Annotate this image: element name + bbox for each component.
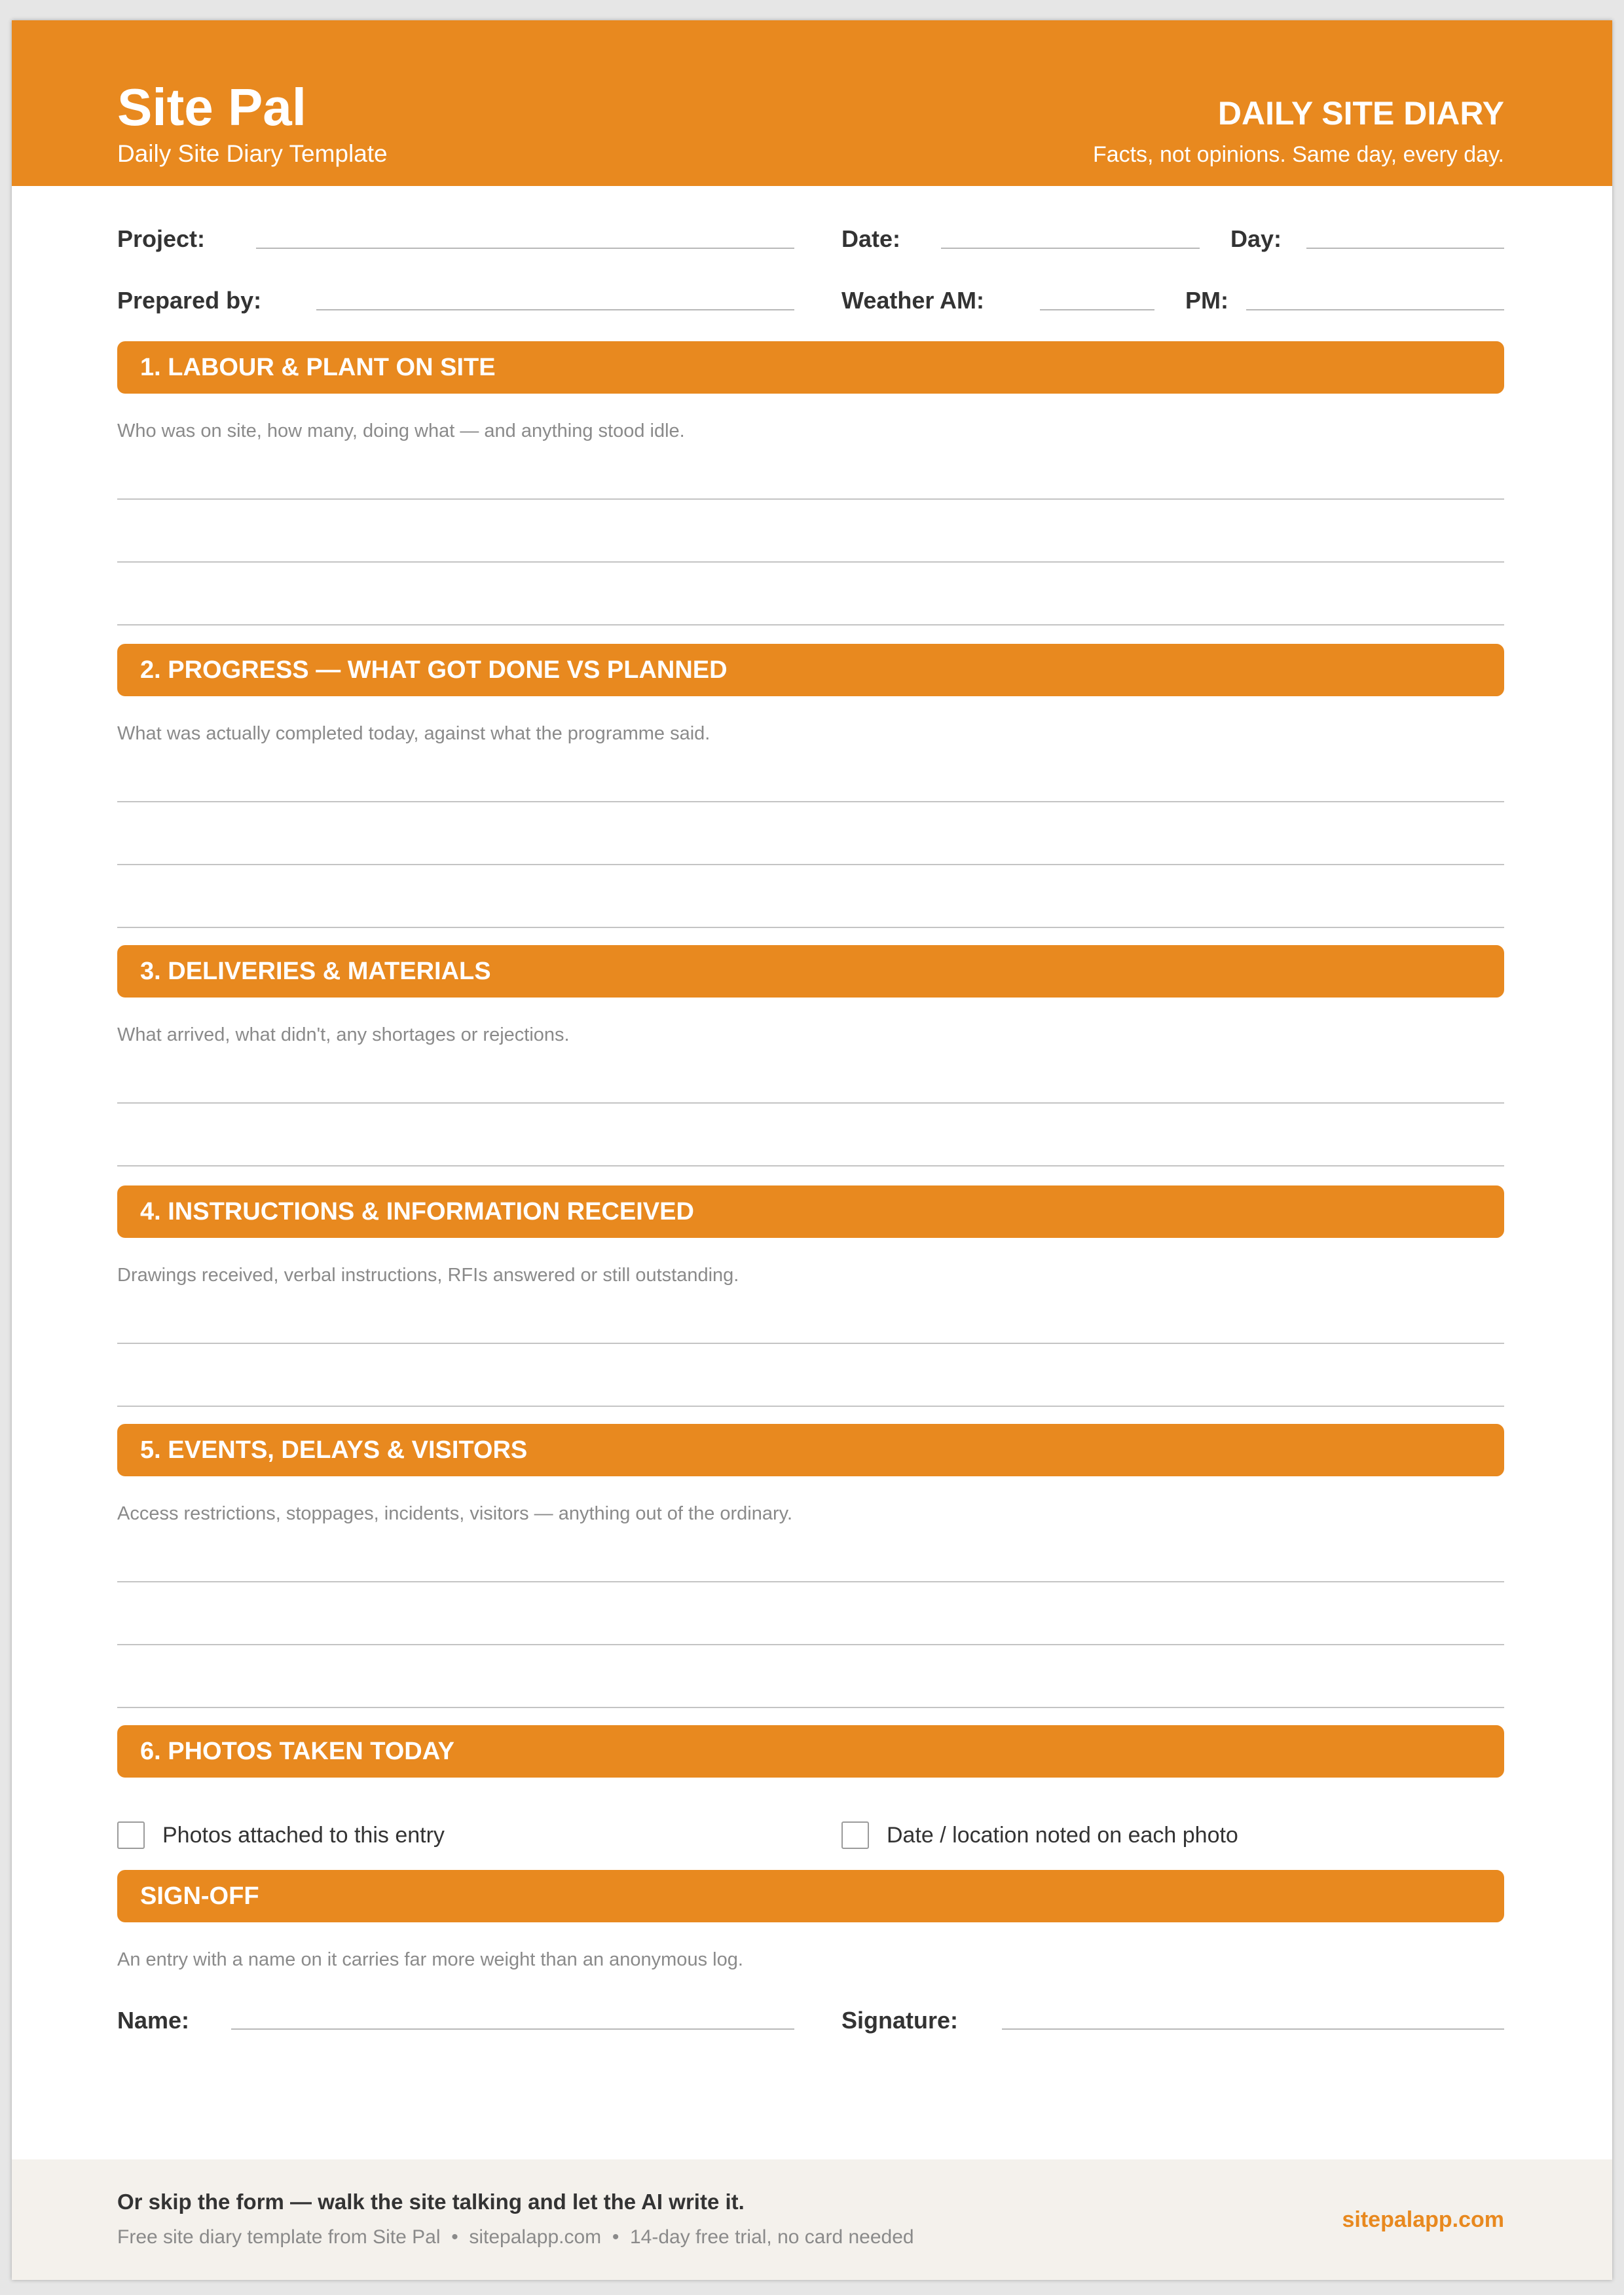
tagline: Facts, not opinions. Same day, every day. (1092, 142, 1504, 167)
write-line[interactable] (117, 1102, 1504, 1104)
section-events-hint: Access restrictions, stoppages, incidents, visitors — anything out of the ordinary. (117, 1503, 793, 1524)
project-field[interactable] (256, 223, 794, 249)
weather-pm-label: PM: (1185, 287, 1228, 314)
write-line[interactable] (117, 1581, 1504, 1582)
day-label: Day: (1230, 225, 1282, 252)
write-line[interactable] (117, 624, 1504, 625)
section-photos-header: 6. PHOTOS TAKEN TODAY (117, 1725, 1504, 1778)
section-instructions-header: 4. INSTRUCTIONS & INFORMATION RECEIVED (117, 1185, 1504, 1238)
section-progress-header: 2. PROGRESS — WHAT GOT DONE VS PLANNED (117, 644, 1504, 696)
template-subtitle: Daily Site Diary Template (117, 140, 388, 167)
page-footer (12, 2159, 1612, 2280)
section-signoff-header: SIGN-OFF (117, 1870, 1504, 1922)
section-deliveries-header: 3. DELIVERIES & MATERIALS (117, 945, 1504, 998)
write-line[interactable] (117, 1644, 1504, 1645)
name-label: Name: (117, 2007, 190, 2034)
write-line[interactable] (117, 801, 1504, 802)
diary-page (12, 20, 1612, 2280)
write-line[interactable] (117, 1406, 1504, 1407)
prepared-by-label: Prepared by: (117, 287, 262, 314)
write-line[interactable] (117, 864, 1504, 865)
write-line[interactable] (117, 1343, 1504, 1344)
date-location-noted-label: Date / location noted on each photo (887, 1823, 1238, 1848)
section-labour-header: 1. LABOUR & PLANT ON SITE (117, 341, 1504, 394)
write-line[interactable] (117, 1707, 1504, 1708)
website-link[interactable]: sitepalapp.com (1342, 2207, 1504, 2232)
project-label: Project: (117, 225, 206, 252)
day-field[interactable] (1306, 223, 1504, 249)
photos-attached-checkbox[interactable] (117, 1821, 145, 1849)
page-header (12, 20, 1612, 186)
name-field[interactable] (231, 2004, 794, 2030)
weather-pm-field[interactable] (1246, 284, 1504, 310)
section-signoff-hint: An entry with a name on it carries far more weight than an anonymous log. (117, 1949, 743, 1970)
write-line[interactable] (117, 1165, 1504, 1166)
date-label: Date: (841, 225, 901, 252)
footer-cta: Or skip the form — walk the site talking and let the AI write it. (117, 2190, 745, 2214)
section-instructions-hint: Drawings received, verbal instructions, RFIs answered or still outstanding. (117, 1265, 739, 1286)
write-line[interactable] (117, 498, 1504, 500)
write-line[interactable] (117, 561, 1504, 563)
weather-am-label: Weather AM: (841, 287, 985, 314)
section-events-header: 5. EVENTS, DELAYS & VISITORS (117, 1424, 1504, 1476)
document-title: DAILY SITE DIARY (1217, 95, 1504, 132)
date-location-noted-checkbox[interactable] (841, 1821, 869, 1849)
prepared-by-field[interactable] (316, 284, 794, 310)
brand-name: Site Pal (117, 78, 307, 136)
weather-am-field[interactable] (1040, 284, 1154, 310)
section-deliveries-hint: What arrived, what didn't, any shortages or rejections. (117, 1024, 570, 1045)
section-progress-hint: What was actually completed today, against what the programme said. (117, 723, 710, 744)
section-labour-hint: Who was on site, how many, doing what — and anything stood idle. (117, 420, 685, 441)
photos-attached-label: Photos attached to this entry (162, 1823, 445, 1848)
date-field[interactable] (941, 223, 1200, 249)
signature-field[interactable] (1002, 2004, 1504, 2030)
write-line[interactable] (117, 927, 1504, 928)
footer-fine-print: Free site diary template from Site Pal • sitepalapp.com • 14-day free trial, no card needed (117, 2226, 914, 2248)
signature-label: Signature: (841, 2007, 959, 2034)
